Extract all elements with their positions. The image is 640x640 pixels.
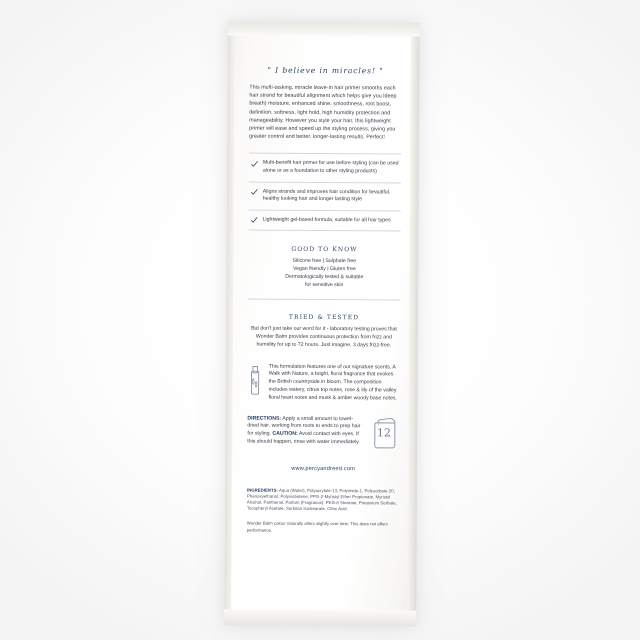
bullet-text: Aligns strands and improves hair condition for beautiful, healthy looking hair and longer lasting style [262,188,391,203]
list-item [249,210,401,232]
good-to-know-line: Silicone free | Sulphate free [292,258,357,265]
directions-section [247,415,399,450]
carton-top-fold [228,21,420,36]
brand-website: www.percyandreed.com [291,465,355,472]
ingredients-list: Aqua (Water), Polyacrylate-13, Polyimide-1, Polysorbate-20, Phenoxyethanol, Polyisobutene, PPG-2-Myristyl Ether Propionate, Myristyl Alcohol, Panthenol, Parfum (Fragrance), PEG-8 Stearate, Potassium Sorbate, Tocopheryl Acetate, Sorbitan Isostearate, Citric Acid. [246,487,397,512]
product-headline: " I believe in miracles! " [267,65,384,76]
bullet-text: Multi-benefit hair primer for use before styling (can be used alone or as a foundation to other styling products) [262,160,399,175]
directions-text [247,415,361,447]
jar-open-icon [369,418,399,450]
bottle-icon [248,365,263,395]
tried-and-tested-section [248,314,400,350]
divider [248,298,400,300]
good-to-know-line: Dermatologically tested & suitable [285,273,364,281]
scent-description: This formulation features one of our signature scents, A Walk with Nature, a bright, floral fragrance that evokes the British countryside in bloom. The composition includes watery, citrus top notes, rose & lily of the valley floral heart notes and musk & amber woody base notes. [268,363,397,402]
period-after-opening-value: 12 [376,425,391,439]
good-to-know-title: GOOD TO KNOW [291,246,358,254]
good-to-know-line: Vegan friendly | Gluten free [292,266,356,273]
benefit-bullet-list [249,153,401,232]
product-description: This multi-tasking, miracle leave-in hair primer smooths each hair strand for beautiful alignment which helps give you ldeep breath) moisture, enhanced shine, smoothness, root boost, definition, softness, light hold, high humidity protection and manageability. However you style your hair, this lightweight primer will ease and speed up the styling process, giving you greater control and better, longer-lasting results. Perfect! [249,84,397,141]
tried-and-tested-body: But don't just take our word for it - laboratory testing proves that Wonder Balm provides continuous protection from frizz and humidity for up to 72 hours. Just imagine, 3 days frizz-free. [251,325,397,349]
good-to-know-section [248,246,400,290]
directions-label: DIRECTIONS: [247,415,282,422]
directions-body: Apply a small amount to towel-dried hair, working from roots to ends to prep hair for styling. [247,415,361,437]
list-item [249,182,401,211]
carton-back-panel [247,66,402,535]
good-to-know-line: for sensitive skin [305,281,344,288]
product-footnote: Wonder Balm colour naturally alters slightly over time. This does not affect performance. [246,520,388,533]
carton-bottom-fold [224,609,416,626]
ingredients-block [247,487,399,513]
check-icon [251,160,258,167]
check-icon [251,189,258,196]
reverse-print-bleed [242,570,398,590]
product-carton [224,21,420,626]
ingredients-label: INGREDIENTS: [246,487,279,493]
list-item [249,154,401,183]
scent-section [248,363,400,403]
tried-and-tested-title: TRIED & TESTED [288,313,360,322]
check-icon [251,217,258,224]
bullet-text: Lightweight gel-based formula, suitable for all hair types [262,216,391,224]
caution-body: Avoid contact with eyes. If this should happen, rinse with water immediately. [247,431,360,446]
caution-label: CAUTION: [272,430,298,437]
